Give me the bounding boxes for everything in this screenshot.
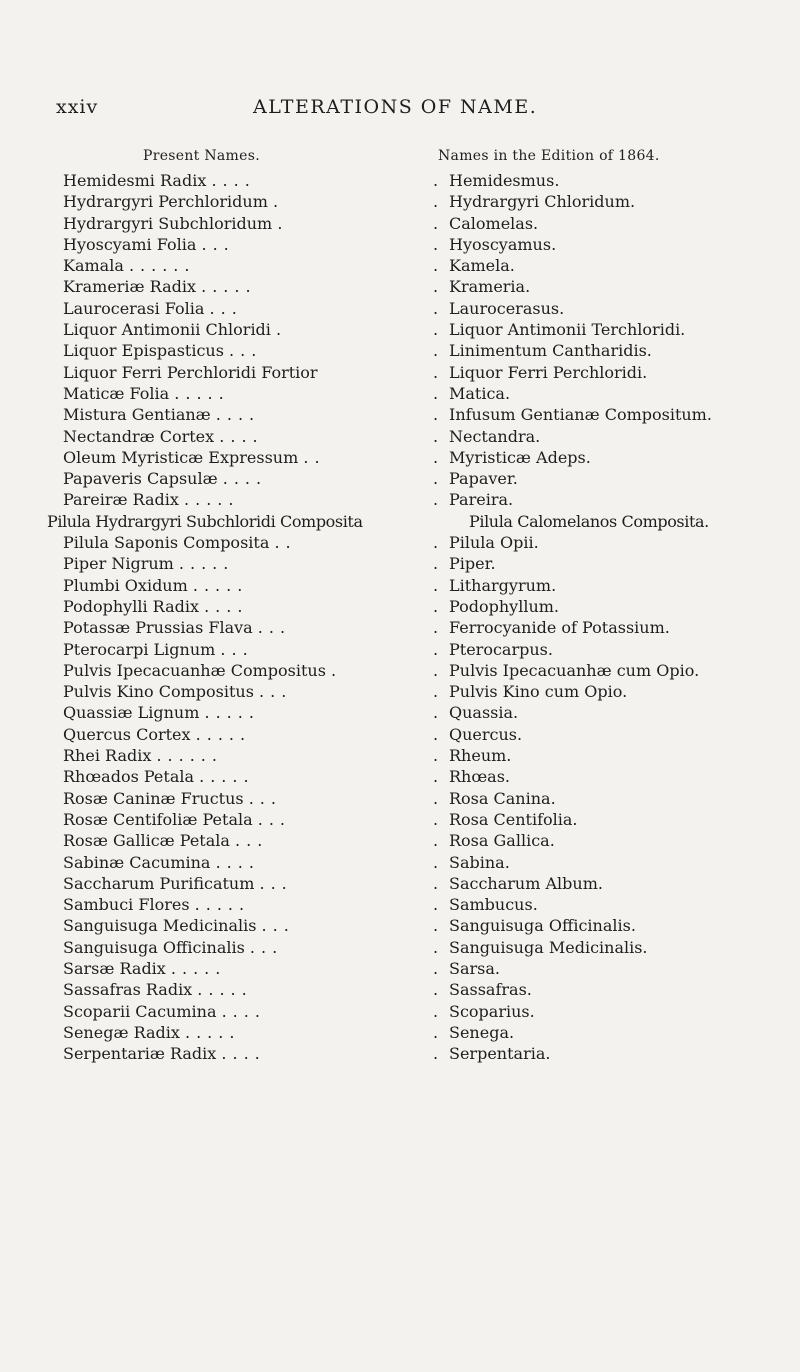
- table-row: [0, 767, 800, 788]
- separator-dot: .: [433, 171, 439, 190]
- dot-leader: ....: [215, 852, 260, 872]
- table-row: [0, 618, 800, 639]
- present-name: [63, 682, 292, 701]
- dot-leader: ....: [221, 1001, 266, 1021]
- present-name: [63, 171, 256, 190]
- present-name-text: Liquor Epispasticus: [63, 341, 224, 361]
- present-name: [63, 448, 326, 467]
- dot-leader: ...: [259, 873, 293, 893]
- table-row: [0, 640, 800, 661]
- old-name: Ferrocyanide of Potassium.: [449, 618, 670, 638]
- present-name-text: Sabinæ Cacumina: [63, 852, 211, 872]
- present-name: [63, 916, 295, 935]
- present-name-text: Nectandræ Cortex: [63, 426, 215, 446]
- dot-leader: ....: [211, 171, 256, 190]
- table-row: [0, 277, 800, 298]
- present-name: [47, 512, 363, 531]
- present-name-text: Kamala: [63, 256, 124, 276]
- dot-leader: ......: [128, 256, 196, 276]
- dot-leader: ...: [248, 788, 282, 808]
- present-name: [63, 256, 195, 275]
- separator-dot: .: [433, 277, 439, 297]
- present-name-text: Rhei Radix: [63, 746, 152, 766]
- separator-dot: .: [433, 873, 439, 893]
- separator-dot: .: [433, 426, 439, 446]
- dot-leader: ....: [219, 426, 264, 446]
- old-name: Serpentaria.: [449, 1044, 551, 1064]
- table-row: [0, 384, 800, 405]
- table-row: [0, 1002, 800, 1023]
- dot-leader: .....: [174, 383, 230, 403]
- dot-leader: .: [276, 320, 288, 340]
- present-name-text: Rosæ Centifoliæ Petala: [63, 809, 253, 829]
- table-row: [0, 789, 800, 810]
- old-name: Pilula Calomelanos Composita.: [469, 511, 709, 531]
- present-name-text: Plumbi Oxidum: [63, 575, 188, 595]
- present-name: [63, 490, 239, 509]
- column-heading-present: Present Names.: [143, 148, 260, 164]
- present-name: [63, 938, 283, 957]
- table-row: [0, 853, 800, 874]
- dot-leader: ......: [156, 746, 223, 766]
- separator-dot: .: [433, 554, 439, 574]
- separator-dot: .: [433, 405, 439, 425]
- table-row: [0, 895, 800, 916]
- table-row: [0, 1023, 800, 1044]
- old-name: Quassia.: [449, 703, 519, 723]
- present-name: [63, 277, 257, 296]
- present-name-text: Sambuci Flores: [63, 895, 190, 915]
- separator-dot: .: [433, 490, 439, 510]
- old-name: Hydrargyri Chloridum.: [449, 192, 636, 212]
- running-title: ALTERATIONS OF NAME.: [253, 96, 538, 118]
- old-name: Rheum.: [449, 746, 512, 766]
- old-name: Matica.: [449, 383, 511, 403]
- dot-leader: ...: [257, 618, 292, 638]
- table-row: [0, 597, 800, 618]
- dot-leader: ...: [220, 639, 254, 659]
- table-row: [0, 554, 800, 575]
- dot-leader: .....: [197, 980, 253, 1000]
- old-name: Linimentum Cantharidis.: [449, 341, 652, 361]
- present-name-text: Pareiræ Radix: [63, 490, 179, 510]
- separator-dot: .: [433, 852, 439, 872]
- present-name: [63, 959, 226, 978]
- table-row: [0, 703, 800, 724]
- separator-dot: .: [433, 916, 439, 936]
- separator-dot: .: [433, 831, 439, 851]
- dot-leader: .....: [184, 490, 240, 510]
- old-name: Liquor Ferri Perchloridi.: [449, 362, 648, 382]
- table-row: [0, 959, 800, 980]
- present-name-text: Liquor Antimonii Chloridi: [63, 320, 271, 340]
- present-name: [63, 192, 284, 211]
- table-row: [0, 320, 800, 341]
- separator-dot: .: [433, 895, 439, 915]
- old-name: Sassafras.: [449, 980, 532, 1000]
- old-name: Podophyllum.: [449, 596, 560, 616]
- old-name: Sarsa.: [449, 958, 500, 978]
- present-name: [63, 767, 255, 786]
- dot-leader: .: [277, 213, 289, 233]
- present-name-text: Liquor Ferri Perchloridi Fortior: [63, 362, 318, 382]
- table-row: [0, 299, 800, 320]
- present-name: [63, 746, 223, 765]
- present-name-text: Hemidesmi Radix: [63, 171, 207, 190]
- present-name-text: Sanguisuga Officinalis: [63, 937, 245, 957]
- present-name-text: Potassæ Prussias Flava: [63, 618, 253, 638]
- old-name: Lithargyrum.: [449, 575, 557, 595]
- dot-leader: .....: [195, 724, 252, 744]
- dot-leader: ..: [303, 447, 326, 467]
- old-name: Sanguisuga Officinalis.: [449, 916, 636, 936]
- present-name: [63, 789, 282, 808]
- column-heading-1864: Names in the Edition of 1864.: [438, 148, 660, 164]
- dot-leader: ...: [259, 682, 293, 702]
- old-name: Calomelas.: [449, 213, 539, 233]
- present-name-text: Serpentariæ Radix: [63, 1044, 217, 1064]
- separator-dot: .: [433, 1044, 439, 1064]
- present-name: [63, 1023, 240, 1042]
- present-name: [63, 363, 318, 382]
- present-name: [63, 703, 260, 722]
- dot-leader: .....: [192, 575, 249, 595]
- present-name: [63, 405, 260, 424]
- old-name: Pulvis Kino cum Opio.: [449, 682, 628, 702]
- separator-dot: .: [433, 533, 439, 553]
- table-row: [0, 363, 800, 384]
- present-name: [63, 235, 235, 254]
- old-name: Myristicæ Adeps.: [449, 447, 591, 467]
- old-name: Rosa Centifolia.: [449, 809, 578, 829]
- old-name: Sabina.: [449, 852, 510, 872]
- table-row: [0, 235, 800, 256]
- table-row: [0, 533, 800, 554]
- table-row: [0, 192, 800, 213]
- separator-dot: .: [433, 724, 439, 744]
- old-name: Scoparius.: [449, 1001, 535, 1021]
- separator-dot: .: [433, 341, 439, 361]
- separator-dot: .: [433, 809, 439, 829]
- separator-dot: .: [433, 1022, 439, 1042]
- table-row: [0, 256, 800, 277]
- name-table: [0, 171, 800, 1065]
- present-name-text: Laurocerasi Folia: [63, 298, 205, 318]
- separator-dot: .: [433, 575, 439, 595]
- present-name-text: Rosæ Caninæ Fructus: [63, 788, 244, 808]
- old-name: Infusum Gentianæ Compositum.: [449, 405, 712, 425]
- separator-dot: .: [433, 958, 439, 978]
- old-name: Sanguisuga Medicinalis.: [449, 937, 648, 957]
- present-name-text: Senegæ Radix: [63, 1022, 180, 1042]
- table-row: [0, 682, 800, 703]
- dot-leader: .....: [201, 277, 257, 297]
- present-name-text: Rosæ Gallicæ Petala: [63, 831, 230, 851]
- present-name: [63, 661, 342, 680]
- present-name-text: Sassafras Radix: [63, 980, 193, 1000]
- present-name: [63, 427, 264, 446]
- table-row: [0, 874, 800, 895]
- present-name: [63, 810, 291, 829]
- dot-leader: ...: [235, 831, 269, 851]
- dot-leader: .....: [185, 1022, 241, 1042]
- separator-dot: .: [433, 937, 439, 957]
- table-row: [0, 341, 800, 362]
- present-name: [63, 618, 291, 637]
- old-name: Senega.: [449, 1022, 515, 1042]
- present-name: [63, 469, 267, 488]
- page-number: xxiv: [56, 96, 99, 118]
- old-name: Pterocarpus.: [449, 639, 553, 659]
- table-row: [0, 512, 800, 533]
- table-row: [0, 490, 800, 511]
- table-row: [0, 214, 800, 235]
- table-row: [0, 469, 800, 490]
- old-name: Liquor Antimonii Terchloridi.: [449, 320, 686, 340]
- present-name: [63, 533, 297, 552]
- dot-leader: .....: [178, 554, 235, 574]
- present-name-text: Sarsæ Radix: [63, 958, 166, 978]
- separator-dot: .: [433, 980, 439, 1000]
- old-name: Papaver.: [449, 469, 518, 489]
- old-name: Pilula Opii.: [449, 533, 539, 553]
- separator-dot: .: [433, 596, 439, 616]
- present-name-text: Oleum Myristicæ Expressum: [63, 447, 299, 467]
- present-name-text: Hyoscyami Folia: [63, 234, 197, 254]
- table-row: [0, 1044, 800, 1065]
- table-row: [0, 916, 800, 937]
- present-name: [63, 341, 262, 360]
- old-name: Rosa Gallica.: [449, 831, 555, 851]
- dot-leader: .....: [170, 958, 227, 978]
- separator-dot: .: [433, 192, 439, 212]
- present-name: [63, 576, 248, 595]
- present-name: [63, 1002, 266, 1021]
- present-name-text: Quercus Cortex: [63, 724, 191, 744]
- separator-dot: .: [433, 383, 439, 403]
- old-name: Rosa Canina.: [449, 788, 556, 808]
- old-name: Krameria.: [449, 277, 531, 297]
- separator-dot: .: [433, 788, 439, 808]
- old-name: Piper.: [449, 554, 496, 574]
- present-name: [63, 725, 251, 744]
- present-name: [63, 980, 253, 999]
- present-name-text: Pilula Saponis Composita: [63, 533, 270, 553]
- table-row: [0, 938, 800, 959]
- separator-dot: .: [433, 447, 439, 467]
- present-name-text: Pulvis Kino Compositus: [63, 682, 254, 702]
- dot-leader: .....: [194, 895, 251, 915]
- dot-leader: ....: [222, 469, 268, 489]
- table-row: [0, 171, 800, 192]
- old-name: Rhœas.: [449, 767, 511, 787]
- dot-leader: ....: [221, 1044, 266, 1064]
- dot-leader: ....: [204, 596, 249, 616]
- separator-dot: .: [433, 639, 439, 659]
- present-name: [63, 640, 254, 659]
- present-name-text: Saccharum Purificatum: [63, 873, 255, 893]
- table-row: [0, 831, 800, 852]
- present-name-text: Krameriæ Radix: [63, 277, 197, 297]
- separator-dot: .: [433, 362, 439, 382]
- separator-dot: .: [433, 298, 439, 318]
- separator-dot: .: [433, 234, 439, 254]
- present-name-text: Hydrargyri Perchloridum: [63, 192, 268, 212]
- dot-leader: ...: [261, 916, 295, 936]
- separator-dot: .: [433, 256, 439, 276]
- dot-leader: ...: [249, 937, 284, 957]
- table-row: [0, 810, 800, 831]
- present-name-text: Hydrargyri Subchloridum: [63, 213, 273, 233]
- dot-leader: .: [272, 192, 285, 212]
- table-row: [0, 448, 800, 469]
- present-name-text: Papaveris Capsulæ: [63, 469, 218, 489]
- present-name: [63, 554, 234, 573]
- present-name: [63, 831, 268, 850]
- page-header: [48, 96, 768, 126]
- present-name-text: Pulvis Ipecacuanhæ Compositus: [63, 660, 326, 680]
- present-name-text: Quassiæ Lignum: [63, 703, 200, 723]
- old-name: Saccharum Album.: [449, 873, 603, 893]
- present-name: [63, 384, 230, 403]
- table-row: [0, 576, 800, 597]
- old-name: Quercus.: [449, 724, 523, 744]
- present-name-text: Scoparii Cacumina: [63, 1001, 217, 1021]
- old-name: Pareira.: [449, 490, 514, 510]
- present-name-text: Pilula Hydrargyri Subchloridi Composita: [47, 511, 363, 531]
- dot-leader: ...: [201, 234, 235, 254]
- dot-leader: .....: [204, 703, 260, 723]
- present-name: [63, 853, 260, 872]
- dot-leader: ...: [257, 809, 291, 829]
- table-row: [0, 746, 800, 767]
- present-name-text: Mistura Gentianæ: [63, 405, 211, 425]
- separator-dot: .: [433, 746, 439, 766]
- dot-leader: ...: [209, 298, 243, 318]
- separator-dot: .: [433, 469, 439, 489]
- old-name: Pulvis Ipecacuanhæ cum Opio.: [449, 660, 700, 680]
- present-name-text: Pterocarpi Lignum: [63, 639, 216, 659]
- present-name-text: Rhœados Petala: [63, 767, 195, 787]
- table-row: [0, 661, 800, 682]
- old-name: Hemidesmus.: [449, 171, 560, 190]
- separator-dot: .: [433, 767, 439, 787]
- separator-dot: .: [433, 1001, 439, 1021]
- old-name: Kamela.: [449, 256, 515, 276]
- present-name: [63, 895, 250, 914]
- dot-leader: ....: [215, 405, 261, 425]
- table-row: [0, 427, 800, 448]
- dot-leader: ...: [229, 341, 263, 361]
- present-name: [63, 874, 293, 893]
- present-name-text: Maticæ Folia: [63, 383, 170, 403]
- present-name: [63, 320, 287, 339]
- separator-dot: .: [433, 320, 439, 340]
- old-name: Laurocerasus.: [449, 298, 565, 318]
- separator-dot: .: [433, 213, 439, 233]
- present-name: [63, 299, 243, 318]
- separator-dot: .: [433, 660, 439, 680]
- old-name: Hyoscyamus.: [449, 234, 557, 254]
- separator-dot: .: [433, 682, 439, 702]
- old-name: Nectandra.: [449, 426, 541, 446]
- table-row: [0, 980, 800, 1001]
- table-row: [0, 405, 800, 426]
- separator-dot: .: [433, 703, 439, 723]
- present-name: [63, 597, 248, 616]
- table-row: [0, 725, 800, 746]
- old-name: Sambucus.: [449, 895, 538, 915]
- dot-leader: .....: [199, 767, 255, 787]
- dot-leader: .: [331, 660, 343, 680]
- present-name-text: Piper Nigrum: [63, 554, 174, 574]
- present-name: [63, 214, 288, 233]
- present-name: [63, 1044, 266, 1063]
- separator-dot: .: [433, 618, 439, 638]
- dot-leader: ..: [274, 533, 297, 553]
- present-name-text: Podophylli Radix: [63, 596, 199, 616]
- present-name-text: Sanguisuga Medicinalis: [63, 916, 257, 936]
